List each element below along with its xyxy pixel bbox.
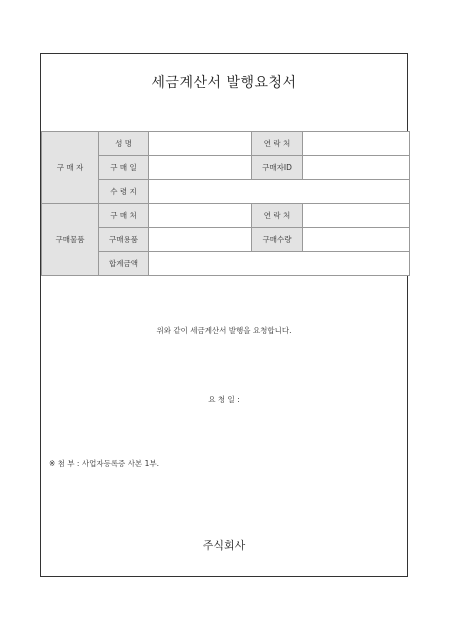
vendor-field[interactable] (149, 204, 252, 228)
contact-field[interactable] (303, 132, 410, 156)
section-label-items: 구매물품 (42, 204, 99, 276)
request-statement: 위와 같이 세금계산서 발행을 요청합니다. (156, 326, 292, 335)
table-row (42, 204, 410, 228)
item-field[interactable] (149, 228, 252, 252)
table-row (42, 132, 410, 156)
purchase-date-field[interactable] (149, 156, 252, 180)
buyer-id-field[interactable] (303, 156, 410, 180)
form-title: 세금계산서 발행요청서 (151, 75, 297, 91)
delivery-address-field[interactable] (149, 180, 410, 204)
request-form-sheet (40, 53, 408, 577)
company-name: 주식회사 (202, 539, 246, 552)
field-label-vendor: 구 매 처 (99, 204, 149, 228)
field-label-buyer-id: 구매자ID (252, 156, 303, 180)
total-amount-field[interactable] (149, 252, 410, 276)
vendor-contact-field[interactable] (303, 204, 410, 228)
field-label-quantity: 구매수량 (252, 228, 303, 252)
field-label-item: 구매용품 (99, 228, 149, 252)
field-label-total: 합계금액 (99, 252, 149, 276)
field-label-delivery-address: 수 령 지 (99, 180, 149, 204)
request-form-table (41, 131, 410, 276)
field-label-vendor-contact: 연 락 처 (252, 204, 303, 228)
section-label-buyer: 구 매 자 (42, 132, 99, 204)
name-field[interactable] (149, 132, 252, 156)
request-date-label: 요 청 일 : (208, 395, 240, 404)
field-label-name: 성 명 (99, 132, 149, 156)
field-label-contact: 연 락 처 (252, 132, 303, 156)
attachment-note: ※ 첨 부 : 사업자등록증 사본 1부. (49, 459, 159, 468)
field-label-purchase-date: 구 매 일 (99, 156, 149, 180)
quantity-field[interactable] (303, 228, 410, 252)
